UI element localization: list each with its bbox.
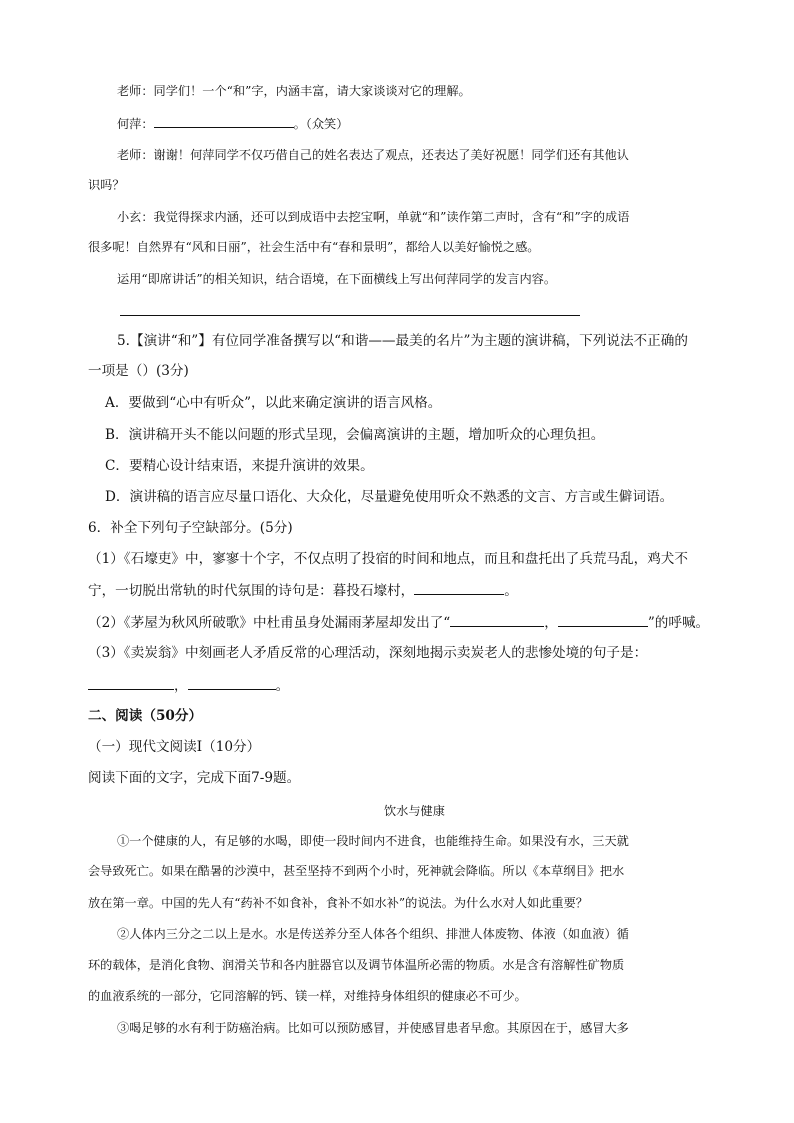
paragraph-2-b: 环的载体，是消化食物、润滑关节和各内脏器官以及调节体温所必需的物质。水是含有溶解性矿物质 xyxy=(88,958,625,972)
q6-3-line xyxy=(88,676,289,695)
q6-2-a: （2）《茅屋为秋风所破歌》中杜甫虽身处漏雨茅屋却发出了“ xyxy=(88,615,451,631)
paragraph-2-c: 的血液系统的一部分，它同溶解的钙、镁一样，对维持身体组织的健康必不可少。 xyxy=(88,989,527,1003)
q6-3-end: 。 xyxy=(275,678,290,694)
article-title: 饮水与健康 xyxy=(384,804,445,818)
q6-2-line xyxy=(88,613,709,632)
q6-1-b: 宁，一切脱出常轨的时代氛围的诗句是：暮投石壕村， xyxy=(88,583,415,599)
xiaoxuan-line-b: 很多呢！自然界有“风和日丽”，社会生活中有“春和景明”，都给人以美好愉悦之感。 xyxy=(88,240,540,254)
q6-1-blank[interactable] xyxy=(414,581,504,595)
heping-answer-blank[interactable] xyxy=(154,114,294,128)
q6-3-blank-1[interactable] xyxy=(88,676,174,690)
teacher-line-2b: 识吗？ xyxy=(88,178,125,192)
q5-stem-b: 一项是（）(3分) xyxy=(88,363,189,379)
reading-instruction: 阅读下面的文字，完成下面7-9题。 xyxy=(88,770,301,786)
paragraph-1-a: ①一个健康的人，有足够的水喝，即使一段时间内不进食，也能维持生命。如果没有水，三天就 xyxy=(117,834,629,848)
heping-line xyxy=(117,114,348,133)
answer-line[interactable] xyxy=(120,315,580,316)
q5-option-d[interactable]: D．演讲稿的语言应尽量口语化、大众化，尽量避免使用听众不熟悉的文言、方言或生僻词语。 xyxy=(105,489,674,505)
heping-label: 何萍： xyxy=(117,117,154,131)
task-instruction: 运用“即席讲话”的相关知识，结合语境，在下面横线上写出何萍同学的发言内容。 xyxy=(117,272,557,286)
teacher-line-2a: 老师：谢谢！何萍同学不仅巧借自己的姓名表达了观点，还表达了美好祝愿！同学们还有其他认 xyxy=(117,148,629,162)
q6-3-blank-2[interactable] xyxy=(188,676,276,690)
heping-tail: 。（众笑） xyxy=(293,117,349,131)
q6-2-blank-2[interactable] xyxy=(558,613,648,627)
paragraph-3-a: ③喝足够的水有利于防癌治病。比如可以预防感冒，并使感冒患者早愈。其原因在于，感冒大多 xyxy=(117,1021,629,1035)
q6-stem: 6．补全下列句子空缺部分。(5分) xyxy=(88,520,293,536)
q5-option-b[interactable]: B．演讲稿开头不能以问题的形式呈现，会偏离演讲的主题，增加听众的心理负担。 xyxy=(105,427,605,443)
paragraph-2-a: ②人体内三分之二以上是水。水是传送养分至人体各个组织、排泄人体废物、体液（如血液）循 xyxy=(117,927,629,941)
paragraph-1-b: 会导致死亡。如果在酷暑的沙漠中，甚至坚持不到两个小时，死神就会降临。所以《本草纲目》把水 xyxy=(88,864,625,878)
q5-option-c[interactable]: C．要精心设计结束语，来提升演讲的效果。 xyxy=(105,458,374,474)
q6-2-mid: ， xyxy=(544,615,558,631)
paragraph-1-c: 放在第一章。中国的先人有“药补不如食补，食补不如水补”的说法。为什么水对人如此重要？ xyxy=(88,896,588,910)
q5-option-a[interactable]: A．要做到“心中有听众”，以此来确定演讲的语言风格。 xyxy=(105,395,442,411)
section-heading: 二、阅读（50分） xyxy=(88,708,203,724)
xiaoxuan-line-a: 小玄：我觉得探求内涵，还可以到成语中去挖宝啊，单就“和”读作第二声时，含有“和”字的成语 xyxy=(117,210,630,224)
subsection-heading: （一）现代文阅读Ⅰ（10分） xyxy=(88,739,261,755)
q6-1-line xyxy=(88,581,518,600)
q6-3-mid: ， xyxy=(174,678,188,694)
q6-1-a: （1）《石壕吏》中，寥寥十个字，不仅点明了投宿的时间和地点，而且和盘托出了兵荒马乱，鸡犬不 xyxy=(88,551,688,567)
teacher-line-1: 老师：同学们！一个“和”字，内涵丰富，请大家谈谈对它的理解。 xyxy=(117,84,471,98)
q6-1-end: 。 xyxy=(504,583,518,599)
q6-2-end: ”的呼喊。 xyxy=(647,615,710,631)
q6-3-a: （3）《卖炭翁》中刻画老人矛盾反常的心理活动，深刻地揭示卖炭老人的悲惨处境的句子是： xyxy=(88,645,648,661)
q6-2-blank-1[interactable] xyxy=(450,613,544,627)
q5-stem-a: 5.【演讲“和”】有位同学准备撰写以“和谐——最美的名片”为主题的演讲稿，下列说法不正确的 xyxy=(117,333,688,349)
